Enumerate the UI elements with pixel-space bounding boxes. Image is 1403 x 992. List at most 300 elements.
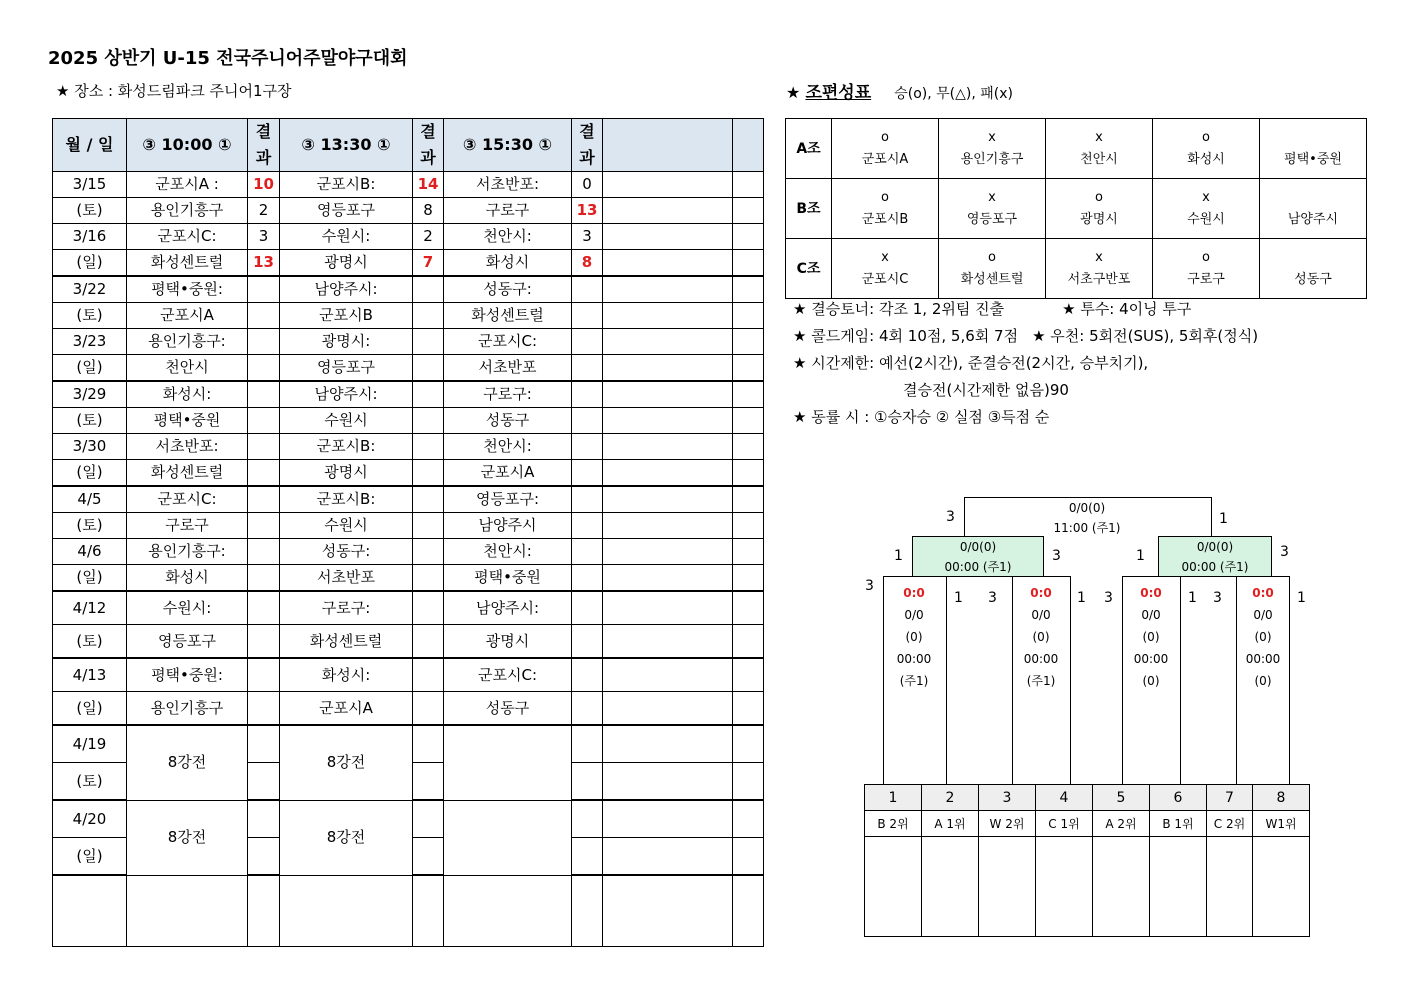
group-team-cell [939, 179, 1046, 239]
score-home [248, 539, 280, 565]
result-mark: o [1202, 249, 1210, 265]
slot-team-cell [1036, 837, 1093, 937]
team-away: 광명시 [280, 250, 413, 277]
score-away: 7 [413, 250, 444, 277]
group-team-cell [832, 239, 939, 299]
date-cell: 4/12 [53, 591, 127, 625]
group-team-cell [1153, 119, 1260, 179]
header-result: 결과 [248, 119, 280, 172]
weekday-cell: (일) [53, 355, 127, 382]
slot-team-cell [979, 837, 1036, 937]
quarterfinal-label: 8강전 [280, 800, 413, 875]
score-home [248, 486, 280, 513]
team-away: 남양주시 [444, 513, 572, 539]
team-away: 평택•중원 [127, 408, 248, 434]
score-away [248, 408, 280, 434]
team-away: 천안시 [127, 355, 248, 382]
score-home: 2 [413, 224, 444, 250]
team-home: 구로구: [280, 591, 413, 625]
final-match [1000, 498, 1174, 538]
score-home [248, 434, 280, 460]
quarter-1-runs: 0/0 [904, 608, 924, 622]
team-home: 화성시: [127, 381, 248, 408]
group-row [786, 119, 1367, 179]
group-name: B조 [786, 179, 832, 239]
rule-time-limit: ★ 시간제한: 예선(2시간), 준결승전(2시간, 승부치기), [793, 354, 1149, 372]
date-cell: 3/30 [53, 434, 127, 460]
score-away [248, 692, 280, 726]
date-cell: 3/22 [53, 276, 127, 303]
team-name: 수원시 [1187, 211, 1225, 227]
date-cell: 3/15 [53, 172, 127, 198]
empty-cell [603, 329, 733, 355]
schedule-row [53, 591, 764, 625]
schedule-row [53, 434, 764, 460]
header-slot-1000: ③ 10:00 ① [127, 119, 248, 172]
quarter-4-right-num: 1 [1297, 590, 1306, 606]
result-mark: o [1095, 189, 1103, 205]
empty-cell [248, 875, 280, 947]
empty-cell [603, 198, 733, 224]
empty-cell [572, 875, 603, 947]
quarter-3-runs: 0/0 [1141, 608, 1161, 622]
quarter-2-left-num: 3 [988, 590, 997, 606]
quarter-3-score: 0:0 [1140, 586, 1162, 600]
empty-cell [733, 692, 764, 726]
schedule-row [53, 408, 764, 434]
final-left-num: 3 [946, 509, 955, 525]
empty-cell [603, 625, 733, 659]
team-away: 수원시 [280, 513, 413, 539]
team-home: 군포시C: [127, 486, 248, 513]
team-away: 군포시A [444, 460, 572, 487]
team-home: 서초반포: [444, 172, 572, 198]
empty-cell [444, 800, 572, 875]
score-home [572, 486, 603, 513]
group-row [786, 179, 1367, 239]
weekday-cell: (일) [53, 460, 127, 487]
team-name: 군포시C [861, 271, 909, 287]
quarter-3-innings: (0) [1142, 630, 1160, 644]
schedule-header-row [53, 119, 764, 172]
slot-seed: A 1위 [922, 811, 979, 837]
groups-title: 조편성표 [805, 83, 872, 103]
schedule-row-quarterfinal [53, 800, 764, 838]
slot-seed: A 2위 [1093, 811, 1150, 837]
team-name: 화성시 [1187, 151, 1225, 167]
empty-cell [603, 460, 733, 487]
empty-cell [733, 329, 764, 355]
empty-cell [603, 539, 733, 565]
score-home: 3 [248, 224, 280, 250]
score-home [413, 434, 444, 460]
team-home: 군포시B: [280, 434, 413, 460]
slot-seed: C 2위 [1207, 811, 1253, 837]
team-away: 서초반포 [444, 355, 572, 382]
quarterfinal-label: 8강전 [280, 725, 413, 800]
semi-1-right-num: 3 [1052, 548, 1061, 564]
empty-cell [733, 800, 764, 838]
score-away [248, 838, 280, 876]
team-home: 천안시: [444, 434, 572, 460]
team-home: 수원시: [127, 591, 248, 625]
header-empty [603, 119, 733, 172]
quarter-2-innings: (0) [1032, 630, 1050, 644]
slot-team-cell [1150, 837, 1207, 937]
header-slot-1530: ③ 15:30 ① [444, 119, 572, 172]
group-team-cell [1046, 179, 1153, 239]
semi-1-left-num: 1 [894, 548, 903, 564]
group-team-cell [1046, 239, 1153, 299]
group-team-cell [939, 239, 1046, 299]
empty-cell [603, 434, 733, 460]
score-away [413, 513, 444, 539]
date-cell: 4/19 [53, 725, 127, 763]
header-date: 월 / 일 [53, 119, 127, 172]
score-home [248, 381, 280, 408]
team-home: 군포시B: [280, 486, 413, 513]
empty-cell [733, 625, 764, 659]
rule-time-limit-final: 결승전(시간제한 없음)90 [903, 381, 1069, 399]
group-team-cell [1260, 239, 1367, 299]
quarter-3-time: 00:00 [1133, 652, 1169, 666]
quarter-3-left-num: 3 [1104, 590, 1113, 606]
team-home: 수원시: [280, 224, 413, 250]
score-home [572, 591, 603, 625]
empty-cell [603, 381, 733, 408]
empty-cell [444, 725, 572, 800]
result-mark: o [881, 129, 889, 145]
score-away [248, 303, 280, 329]
team-home: 용인기흥구: [127, 539, 248, 565]
slot-number: 5 [1093, 785, 1150, 811]
team-away: 서초반포 [280, 565, 413, 592]
date-cell: 4/20 [53, 800, 127, 838]
team-name: 광명시 [1080, 211, 1118, 227]
empty-cell [733, 763, 764, 801]
result-mark: o [881, 189, 889, 205]
team-home: 평택•중원: [127, 276, 248, 303]
quarter-3-right-num: 1 [1188, 590, 1197, 606]
empty-cell [603, 591, 733, 625]
team-name: 성동구 [1294, 271, 1332, 287]
schedule-row [53, 565, 764, 592]
score-home [413, 329, 444, 355]
quarter-2-runs: 0/0 [1031, 608, 1051, 622]
team-name: 용인기흥구 [960, 151, 1024, 167]
score-home [248, 329, 280, 355]
slot-seed: W1위 [1253, 811, 1310, 837]
result-mark: x [988, 189, 996, 205]
empty-cell [603, 565, 733, 592]
score-away [413, 408, 444, 434]
weekday-cell: (토) [53, 303, 127, 329]
score-home [572, 800, 603, 838]
empty-cell [733, 513, 764, 539]
score-away [572, 838, 603, 876]
weekday-cell: (일) [53, 692, 127, 726]
slot-seed: W 2위 [979, 811, 1036, 837]
rule-rain: ★ 우천: 5회전(SUS), 5회후(정식) [1032, 327, 1259, 345]
team-away: 화성센트럴 [127, 250, 248, 277]
score-away [248, 565, 280, 592]
team-away: 화성센트럴 [444, 303, 572, 329]
team-home: 남양주시: [280, 381, 413, 408]
score-home [413, 725, 444, 763]
quarter-match-4 [1234, 582, 1292, 692]
quarter-1-field: (주1) [899, 674, 929, 688]
quarter-match-3 [1122, 582, 1180, 692]
quarter-4-left-num: 3 [1213, 590, 1222, 606]
date-cell: 4/5 [53, 486, 127, 513]
team-home: 군포시C: [444, 658, 572, 692]
page-title: 2025 상반기 U-15 전국주니어주말야구대회 [48, 48, 408, 69]
quarter-4-field: (0) [1254, 674, 1272, 688]
score-home [413, 658, 444, 692]
team-away: 화성센트럴 [280, 625, 413, 659]
semi-match-1 [912, 536, 1044, 577]
score-away [572, 513, 603, 539]
team-home: 군포시A : [127, 172, 248, 198]
schedule-row [53, 224, 764, 250]
score-away [413, 355, 444, 382]
team-name: 남양주시 [1287, 211, 1339, 227]
empty-cell [603, 725, 733, 763]
group-team-cell [832, 119, 939, 179]
weekday-cell: (일) [53, 565, 127, 592]
empty-cell [733, 434, 764, 460]
final-score: 0/0(0) [1068, 501, 1106, 515]
team-home: 화성시: [280, 658, 413, 692]
score-away: 8 [572, 250, 603, 277]
team-name: 군포시A [861, 151, 909, 167]
header-slot-1330: ③ 13:30 ① [280, 119, 413, 172]
quarter-2-score: 0:0 [1030, 586, 1052, 600]
weekday-cell: (일) [53, 250, 127, 277]
score-away [572, 565, 603, 592]
score-away [248, 513, 280, 539]
schedule-row [53, 381, 764, 408]
score-home: 0 [572, 172, 603, 198]
score-away [572, 408, 603, 434]
groups-legend: 승(o), 무(△), 패(x) [894, 86, 1013, 102]
slot-seed: C 1위 [1036, 811, 1093, 837]
team-home: 서초반포: [127, 434, 248, 460]
slot-number: 2 [922, 785, 979, 811]
schedule-row-quarterfinal [53, 725, 764, 763]
team-away: 화성시 [127, 565, 248, 592]
semi-2-score: 0/0(0) [1196, 540, 1234, 554]
empty-cell [733, 355, 764, 382]
team-home: 군포시B: [280, 172, 413, 198]
quarter-1-score: 0:0 [903, 586, 925, 600]
semi-2-left-num: 1 [1136, 548, 1145, 564]
star-icon: ★ [786, 83, 801, 102]
team-away: 용인기흥구 [127, 692, 248, 726]
score-home [413, 381, 444, 408]
schedule-row [53, 355, 764, 382]
empty-cell [444, 875, 572, 947]
schedule-row [53, 486, 764, 513]
slot-team-cell [1253, 837, 1310, 937]
result-mark: x [881, 249, 889, 265]
score-home: 14 [413, 172, 444, 198]
venue-label: ★ 장소 : 화성드림파크 주니어1구장 [56, 82, 292, 100]
slot-seed: B 2위 [865, 811, 922, 837]
empty-cell [603, 838, 733, 876]
semi-2-right-num: 3 [1280, 544, 1289, 560]
score-away [572, 692, 603, 726]
final-time: 11:00 (주1) [1053, 521, 1121, 535]
team-name: 화성센트럴 [960, 271, 1024, 287]
quarterfinal-label: 8강전 [127, 800, 248, 875]
score-away [572, 763, 603, 801]
weekday-cell: (일) [53, 838, 127, 876]
team-away: 구로구 [444, 198, 572, 224]
team-away: 광명시 [280, 460, 413, 487]
empty-cell [603, 513, 733, 539]
team-away: 수원시 [280, 408, 413, 434]
empty-cell [603, 692, 733, 726]
team-away: 평택•중원 [444, 565, 572, 592]
quarter-2-right-num: 1 [1077, 590, 1086, 606]
slot-team-cell [1093, 837, 1150, 937]
weekday-cell: (토) [53, 198, 127, 224]
team-name: 천안시 [1080, 151, 1118, 167]
team-home: 천안시: [444, 224, 572, 250]
team-home: 광명시: [280, 329, 413, 355]
slot-number: 7 [1207, 785, 1253, 811]
slot-number: 4 [1036, 785, 1093, 811]
date-cell: 3/23 [53, 329, 127, 355]
empty-cell [603, 486, 733, 513]
empty-cell [733, 838, 764, 876]
schedule-row [53, 539, 764, 565]
group-team-cell [832, 179, 939, 239]
schedule-row [53, 460, 764, 487]
quarter-1-right-num: 1 [954, 590, 963, 606]
empty-cell [733, 565, 764, 592]
team-home: 남양주시: [444, 591, 572, 625]
team-name: 평택•중원 [1284, 151, 1342, 167]
team-name: 영등포구 [966, 211, 1018, 227]
empty-cell [733, 658, 764, 692]
score-away [572, 355, 603, 382]
team-away: 성동구 [444, 692, 572, 726]
slot-team-cell [922, 837, 979, 937]
result-mark: x [1095, 129, 1103, 145]
score-away [413, 303, 444, 329]
score-home: 3 [572, 224, 603, 250]
weekday-cell: (토) [53, 625, 127, 659]
team-home: 군포시C: [127, 224, 248, 250]
empty-cell [733, 224, 764, 250]
group-team-cell [1260, 119, 1367, 179]
score-away [413, 692, 444, 726]
schedule-row [53, 172, 764, 198]
header-result: 결과 [413, 119, 444, 172]
score-away [572, 625, 603, 659]
schedule-row [53, 250, 764, 277]
empty-cell [733, 250, 764, 277]
score-away [572, 303, 603, 329]
quarter-3-field: (0) [1142, 674, 1160, 688]
score-away: 13 [248, 250, 280, 277]
schedule-row [53, 276, 764, 303]
empty-cell [733, 198, 764, 224]
final-right-num: 1 [1219, 511, 1228, 527]
team-away: 성동구 [444, 408, 572, 434]
team-away: 광명시 [444, 625, 572, 659]
team-home: 남양주시: [280, 276, 413, 303]
schedule-row-empty [53, 875, 764, 947]
result-mark: o [988, 249, 996, 265]
empty-cell [603, 224, 733, 250]
score-away: 13 [572, 198, 603, 224]
score-home [572, 276, 603, 303]
empty-cell [733, 460, 764, 487]
group-team-cell [939, 119, 1046, 179]
score-away: 8 [413, 198, 444, 224]
score-home [572, 434, 603, 460]
score-home [572, 329, 603, 355]
group-team-cell [1046, 119, 1153, 179]
quarterfinal-label: 8강전 [127, 725, 248, 800]
team-home: 영등포구: [444, 486, 572, 513]
score-away: 2 [248, 198, 280, 224]
empty-cell [733, 539, 764, 565]
semi-1-time: 00:00 (주1) [944, 560, 1012, 574]
empty-cell [603, 250, 733, 277]
bracket-slots-table [864, 784, 1310, 937]
quarter-1-innings: (0) [905, 630, 923, 644]
header-empty [733, 119, 764, 172]
rules-list [793, 296, 1258, 431]
team-away: 구로구 [127, 513, 248, 539]
empty-cell [733, 303, 764, 329]
score-away [413, 565, 444, 592]
score-home [413, 800, 444, 838]
slot-seed: B 1위 [1150, 811, 1207, 837]
score-home: 10 [248, 172, 280, 198]
result-mark: o [1202, 129, 1210, 145]
score-home [248, 800, 280, 838]
empty-cell [733, 725, 764, 763]
schedule-row [53, 329, 764, 355]
group-name: A조 [786, 119, 832, 179]
empty-cell [603, 875, 733, 947]
schedule-row [53, 198, 764, 224]
result-mark [1260, 127, 1366, 149]
score-away [248, 460, 280, 487]
score-home [413, 276, 444, 303]
empty-cell [733, 276, 764, 303]
score-away [413, 763, 444, 801]
groups-heading [786, 78, 1013, 103]
team-away: 용인기흥구 [127, 198, 248, 224]
quarter-4-time: 00:00 [1245, 652, 1281, 666]
group-row [786, 239, 1367, 299]
quarter-match-2 [1012, 582, 1070, 692]
group-team-cell [1153, 179, 1260, 239]
schedule-row [53, 513, 764, 539]
score-away [413, 625, 444, 659]
result-mark [1260, 247, 1366, 269]
group-team-cell [1260, 179, 1367, 239]
score-away [248, 625, 280, 659]
empty-cell [733, 381, 764, 408]
empty-cell [603, 408, 733, 434]
